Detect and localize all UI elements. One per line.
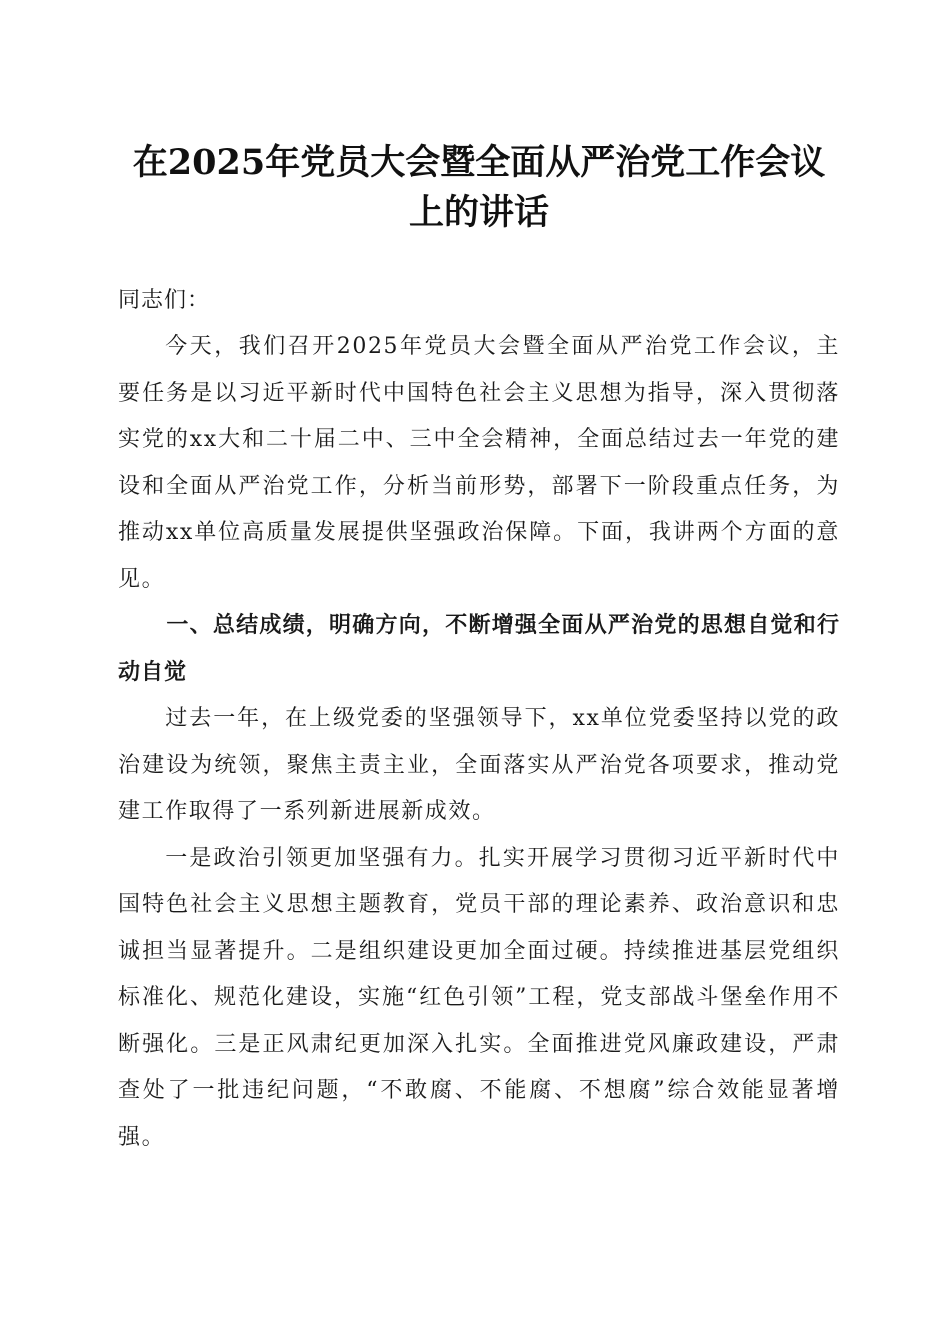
document-title xyxy=(118,138,840,238)
salutation: 同志们： xyxy=(118,288,211,313)
title-line-2: 上的讲话 xyxy=(408,192,549,233)
section-1-heading: 一、总结成绩，明确方向，不断增强全面从严治党的思想自觉和行动自觉 xyxy=(118,613,840,685)
title-line-1: 在2025年党员大会暨全面从严治党工作会议 xyxy=(132,142,826,183)
section-1-paragraph-2: 一是政治引领更加坚强有力。扎实开展学习贯彻习近平新时代中国特色社会主义思想主题教育，党员干部的理论素养、政治意识和忠诚担当显著提升。二是组织建设更加全面过硬。持续推进基层党组织标准化、规范化建设，实施“红色引领”工程，党支部战斗堡垒作用不断强化。三是正风肃纪更加深入扎实。全面推进党风廉政建设，严肃查处了一批违纪问题，“不敢腐、不能腐、不想腐”综合效能显著增强。 xyxy=(118,845,840,1150)
section-1-paragraph-1: 过去一年，在上级党委的坚强领导下，xx单位党委坚持以党的政治建设为统领，聚焦主责主业，全面落实从严治党各项要求，推动党建工作取得了一系列新进展新成效。 xyxy=(118,706,840,824)
intro-paragraph: 今天，我们召开2025年党员大会暨全面从严治党工作会议，主要任务是以习近平新时代中国特色社会主义思想为指导，深入贯彻落实党的xx大和二十届二中、三中全会精神，全面总结过去一年党的建设和全面从严治党工作，分析当前形势，部署下一阶段重点任务，为推动xx单位高质量发展提供坚强政治保障。下面，我讲两个方面的意见。 xyxy=(118,334,840,592)
